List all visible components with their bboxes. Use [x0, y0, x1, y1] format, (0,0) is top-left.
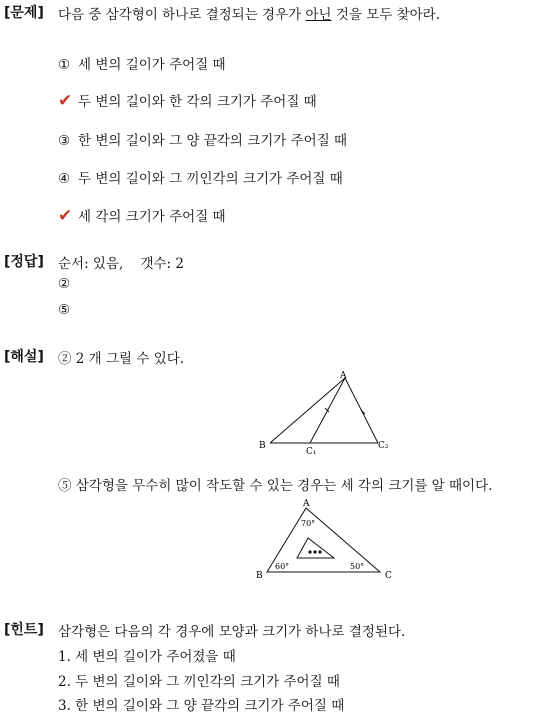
vertex-b-label: B — [259, 441, 266, 451]
hint-item: 1. 세 변의 길이가 주어졌을 때 — [58, 649, 236, 665]
question-text-end: 것을 모두 찾아라. — [331, 7, 440, 23]
dot — [313, 550, 316, 553]
vertex-a-label: A — [340, 371, 347, 381]
dot — [318, 550, 321, 553]
dot — [308, 550, 311, 553]
vertex-c-label: C — [385, 571, 392, 581]
explanation-tag: [해설] — [4, 349, 44, 365]
hint-item: 3. 한 변의 길이와 그 양 끝각의 크기가 주어질 때 — [58, 698, 345, 714]
problem-tag: [문제] — [4, 5, 44, 21]
option-text: 두 변의 길이와 한 각의 크기가 주어질 때 — [78, 94, 317, 110]
vertex-b-label: B — [256, 571, 263, 581]
answer-line: 순서: 있음, 갯수: 2 — [58, 256, 184, 272]
angle-b-label: 60° — [275, 562, 290, 571]
option-3 — [58, 129, 347, 149]
option-text: 두 변의 길이와 그 끼인각의 크기가 주어질 때 — [78, 171, 343, 187]
figure-two-triangles — [250, 368, 400, 456]
option-marker: ① — [58, 57, 71, 73]
answer-tag: [정답] — [4, 254, 44, 270]
option-1 — [58, 53, 226, 73]
check-mark-icon: ✔ — [58, 206, 73, 226]
option-text: 세 각의 크기가 주어질 때 — [78, 209, 226, 225]
angle-a-label: 70° — [301, 519, 316, 528]
answer-item: ② — [58, 276, 71, 292]
check-mark-icon: ✔ — [58, 91, 73, 111]
vertex-a-label: A — [303, 499, 310, 509]
option-text: 한 변의 길이와 그 양 끝각의 크기가 주어질 때 — [78, 133, 348, 149]
problem-question — [58, 3, 440, 23]
figure-similar-triangles — [252, 494, 402, 582]
option-marker: ③ — [58, 133, 71, 149]
vertex-c2-label: C₂ — [378, 441, 389, 451]
question-underlined-word: 아닌 — [305, 7, 332, 23]
explanation-line-1: ② 2 개 그릴 수 있다. — [58, 351, 185, 367]
option-4 — [58, 167, 343, 187]
hint-intro: 삼각형은 다음의 각 경우에 모양과 크기가 하나로 결정된다. — [58, 624, 406, 640]
question-text-start: 다음 중 삼각형이 하나로 결정되는 경우가 — [58, 7, 306, 23]
hint-tag: [힌트] — [4, 622, 44, 638]
hint-item: 2. 두 변의 길이와 그 끼인각의 크기가 주어질 때 — [58, 674, 340, 690]
inner-triangle — [297, 538, 334, 558]
option-5 — [58, 205, 226, 226]
explanation-line-2: ⑤ 삼각형을 무수히 많이 작도할 수 있는 경우는 세 각의 크기를 알 때이다. — [58, 478, 493, 494]
side-ab — [270, 378, 345, 443]
answer-item: ⑤ — [58, 302, 71, 318]
option-text: 세 변의 길이가 주어질 때 — [78, 57, 226, 73]
angle-c-label: 50° — [350, 562, 365, 571]
option-2 — [58, 90, 317, 111]
vertex-c1-label: C₁ — [306, 447, 317, 456]
option-marker: ④ — [58, 171, 71, 187]
